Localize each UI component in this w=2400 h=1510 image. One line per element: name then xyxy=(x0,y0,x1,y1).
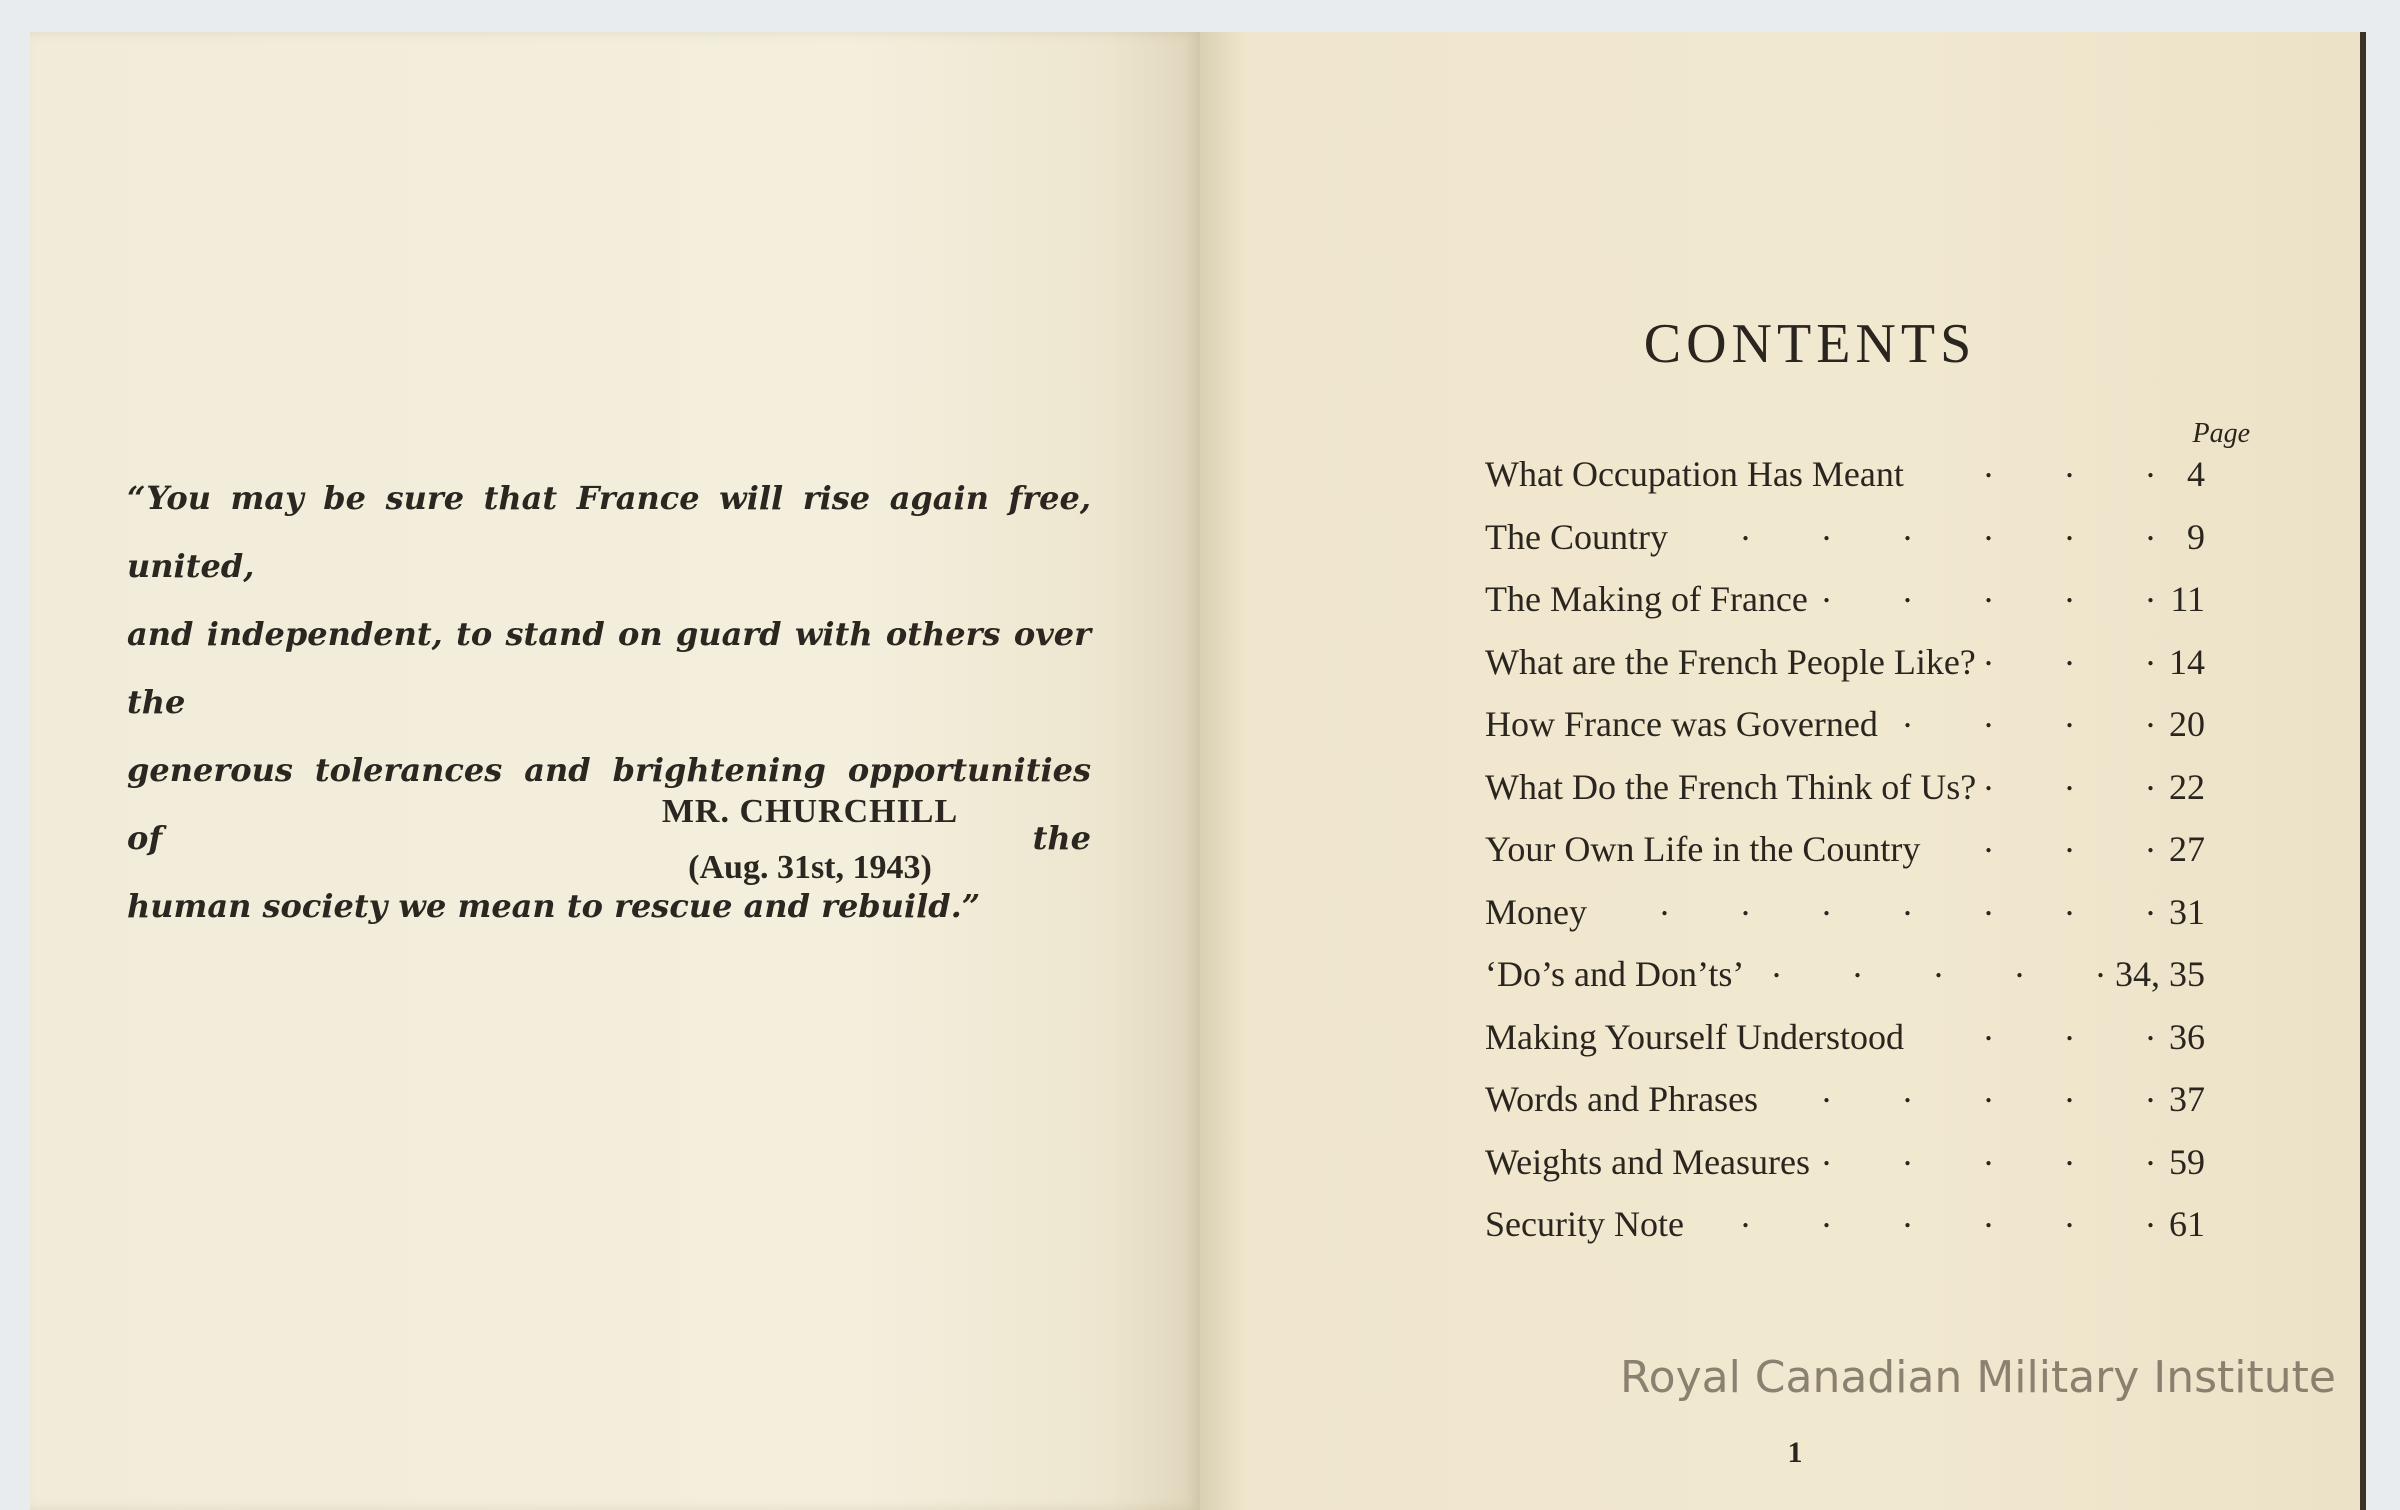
watermark-text: Royal Canadian Military Institute xyxy=(1620,1352,2336,1403)
quote-attribution xyxy=(550,784,1070,896)
toc-entry-page: 31 xyxy=(2169,891,2205,932)
toc-dot-leader xyxy=(1914,444,2155,486)
toc-entry xyxy=(1485,694,2205,757)
toc-entry-page: 20 xyxy=(2169,704,2205,744)
toc-dot-leader xyxy=(1694,1194,2155,1236)
toc-entry-title: What are the French People Like? xyxy=(1485,641,1976,682)
toc-dot-leader xyxy=(1820,1132,2155,1174)
toc-entry-title: How France was Governed xyxy=(1485,704,1878,744)
booklet-spread xyxy=(30,32,2366,1510)
toc-entry-title: The Making of France xyxy=(1485,579,1808,619)
toc-entry-title: What Do the French Think of Us? xyxy=(1485,766,1977,807)
toc-entry-page: 37 xyxy=(2169,1079,2205,1119)
toc-entry xyxy=(1485,757,2205,820)
toc-dot-leader xyxy=(1914,1007,2155,1049)
attribution-date: (Aug. 31st, 1943) xyxy=(688,849,932,886)
toc-entry-page: 14 xyxy=(2169,641,2205,682)
toc-entry xyxy=(1485,1069,2205,1132)
toc-dot-leader xyxy=(1986,757,2155,799)
toc-dot-leader xyxy=(1678,507,2155,549)
page-column-label: Page xyxy=(2192,418,2250,449)
toc-dot-leader xyxy=(1930,819,2155,861)
toc-entry-page: 59 xyxy=(2169,1141,2205,1182)
toc-entry-title: Making Yourself Understood xyxy=(1485,1016,1904,1057)
toc-entry-page: 34, 35 xyxy=(2115,954,2205,994)
page-number: 1 xyxy=(1787,1436,1803,1469)
left-page xyxy=(30,32,1200,1510)
toc-entry-page: 9 xyxy=(2187,516,2205,557)
toc-entry-page: 22 xyxy=(2169,766,2205,807)
toc-dot-leader xyxy=(1597,882,2155,924)
toc-entry xyxy=(1485,944,2205,1007)
toc-entry-page: 4 xyxy=(2187,454,2205,494)
toc-entry xyxy=(1485,632,2205,695)
table-of-contents xyxy=(1485,444,2205,1257)
toc-entry-title: Your Own Life in the Country xyxy=(1485,829,1921,869)
toc-entry xyxy=(1485,507,2205,570)
toc-dot-leader xyxy=(1768,1069,2155,1111)
quote-line: human society we mean to rescue and rebuild.” xyxy=(127,887,981,925)
toc-entry xyxy=(1485,569,2205,632)
toc-entry xyxy=(1485,882,2205,945)
contents-title: CONTENTS xyxy=(1643,313,1977,375)
toc-entry-page: 36 xyxy=(2169,1016,2205,1057)
quote-line: generous tolerances and brightening opportunities of the xyxy=(127,751,1091,857)
toc-entry-title: Words and Phrases xyxy=(1485,1079,1759,1119)
toc-dot-leader xyxy=(1986,632,2155,674)
toc-entry-page: 11 xyxy=(2170,579,2205,619)
attribution-name: MR. CHURCHILL xyxy=(661,793,959,830)
quote-line: and independent, to stand on guard with others over the xyxy=(127,615,1091,721)
right-page xyxy=(1200,32,2366,1510)
toc-entry-page: 61 xyxy=(2169,1204,2205,1244)
toc-entry xyxy=(1485,444,2205,507)
toc-dot-leader xyxy=(1818,569,2155,611)
toc-entry xyxy=(1485,1194,2205,1257)
toc-entry xyxy=(1485,819,2205,882)
toc-entry xyxy=(1485,1132,2205,1195)
toc-entry-title: The Country xyxy=(1485,516,1668,557)
toc-entry-title: Weights and Measures xyxy=(1485,1141,1811,1182)
toc-entry-title: ‘Do’s and Don’ts’ xyxy=(1485,954,1745,994)
toc-entry-page: 27 xyxy=(2169,829,2205,869)
toc-entry-title: Security Note xyxy=(1485,1204,1684,1244)
toc-dot-leader xyxy=(1888,694,2155,736)
toc-entry-title: Money xyxy=(1485,891,1587,932)
quote-line: “You may be sure that France will rise again free, united, xyxy=(127,479,1091,585)
toc-entry-title: What Occupation Has Meant xyxy=(1485,454,1904,494)
toc-entry xyxy=(1485,1007,2205,1070)
toc-dot-leader xyxy=(1754,944,2105,986)
